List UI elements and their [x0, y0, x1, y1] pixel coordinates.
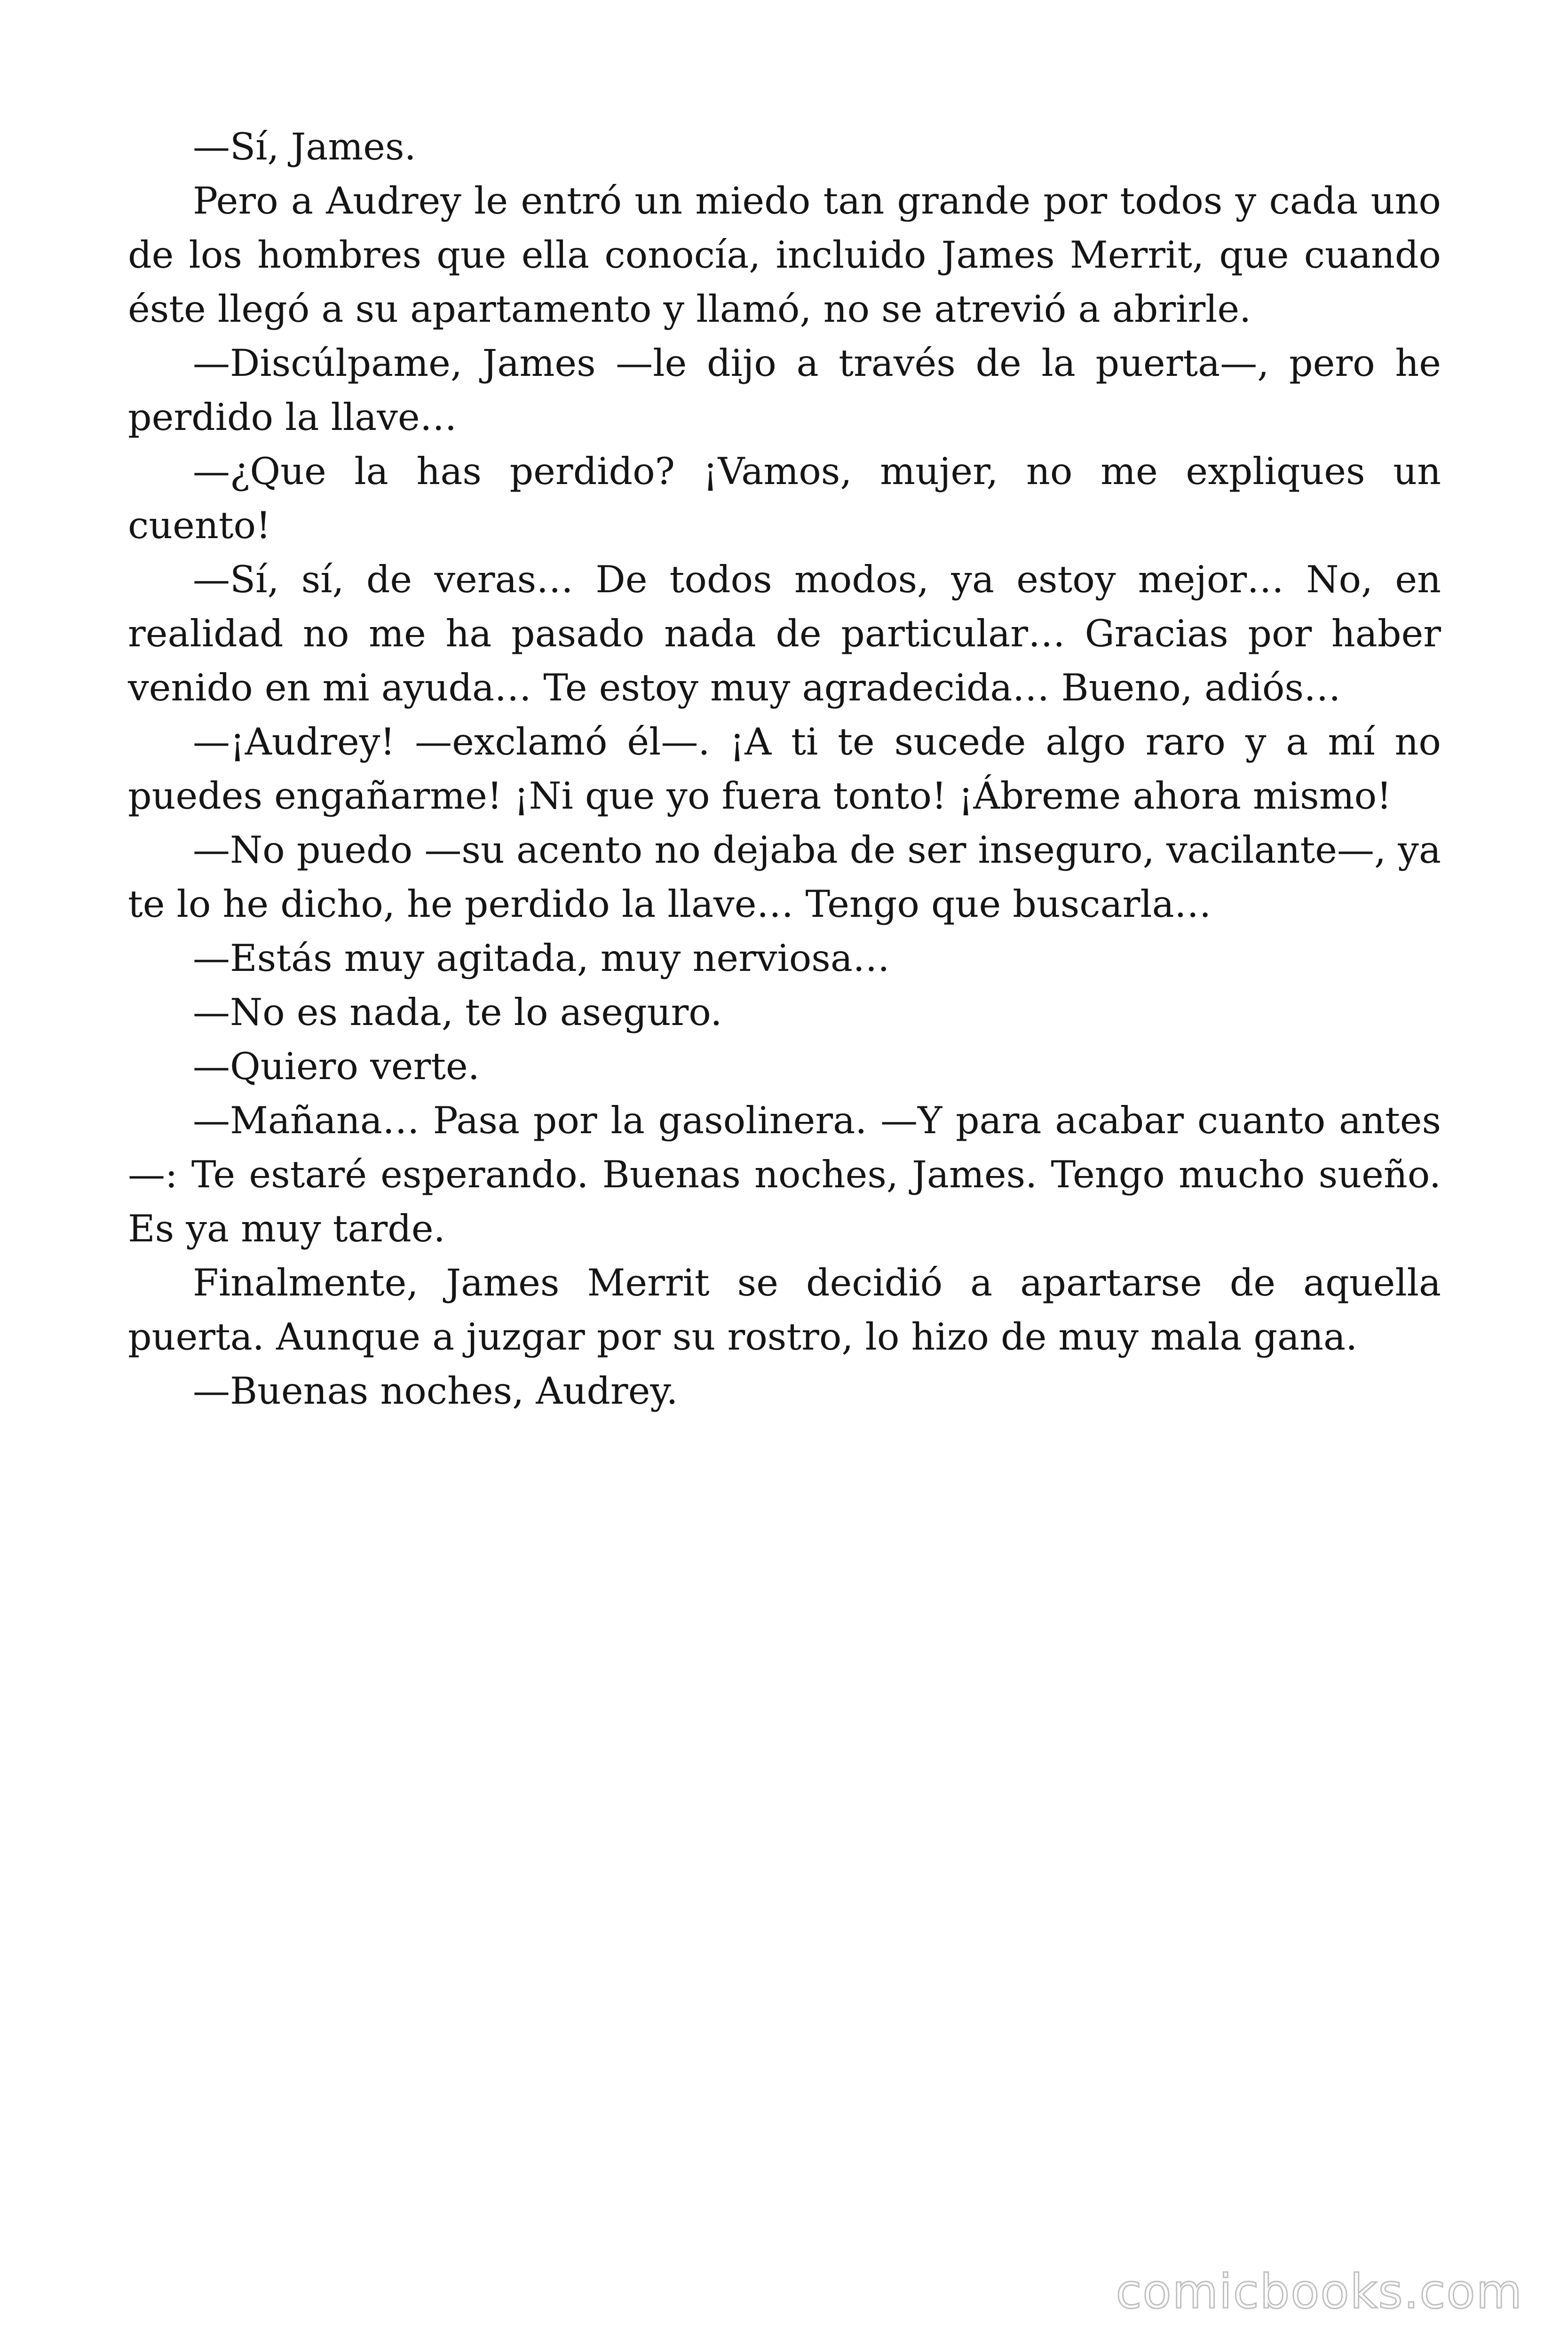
- paragraph: —No puedo —su acento no dejaba de ser inseguro, vacilante—, ya te lo he dicho, he perdido la llave… Tengo que buscarla…: [128, 828, 1441, 926]
- paragraph: —Quiero verte.: [193, 1045, 480, 1088]
- watermark: comicbooks.com: [1116, 2264, 1523, 2319]
- body-text: [128, 120, 1441, 1418]
- paragraph: —¿Que la has perdido? ¡Vamos, mujer, no me expliques un cuento!: [128, 450, 1441, 547]
- paragraph: —Discúlpame, James —le dijo a través de la puerta—, pero he perdido la llave…: [128, 342, 1441, 439]
- paragraph: Finalmente, James Merrit se decidió a apartarse de aquella puerta. Aunque a juzgar por su rostro, lo hizo de muy mala gana.: [128, 1261, 1441, 1359]
- paragraph: —Mañana… Pasa por la gasolinera. —Y para acabar cuanto antes—: Te estaré esperando. Buenas noches, James. Tengo mucho sueño. Es ya muy tarde.: [128, 1099, 1441, 1250]
- paragraph: —Estás muy agitada, muy nerviosa…: [193, 937, 890, 980]
- paragraph: —Buenas noches, Audrey.: [193, 1369, 678, 1413]
- paragraph: —No es nada, te lo aseguro.: [193, 991, 722, 1034]
- paragraph: Pero a Audrey le entró un miedo tan grande por todos y cada uno de los hombres que ella conocía, incluido James Merrit, que cuando éste llegó a su apartamento y llamó, no se atrevió a abrirle.: [128, 179, 1441, 331]
- paragraph: —Sí, James.: [193, 125, 416, 168]
- paragraph: —¡Audrey! —exclamó él—. ¡A ti te sucede algo raro y a mí no puedes engañarme! ¡Ni que yo fuera tonto! ¡Ábreme ahora mismo!: [128, 720, 1441, 818]
- paragraph: —Sí, sí, de veras… De todos modos, ya estoy mejor… No, en realidad no me ha pasado nada de particular… Gracias por haber venido en mi ayuda… Te estoy muy agradecida… Bueno, adiós…: [128, 558, 1441, 709]
